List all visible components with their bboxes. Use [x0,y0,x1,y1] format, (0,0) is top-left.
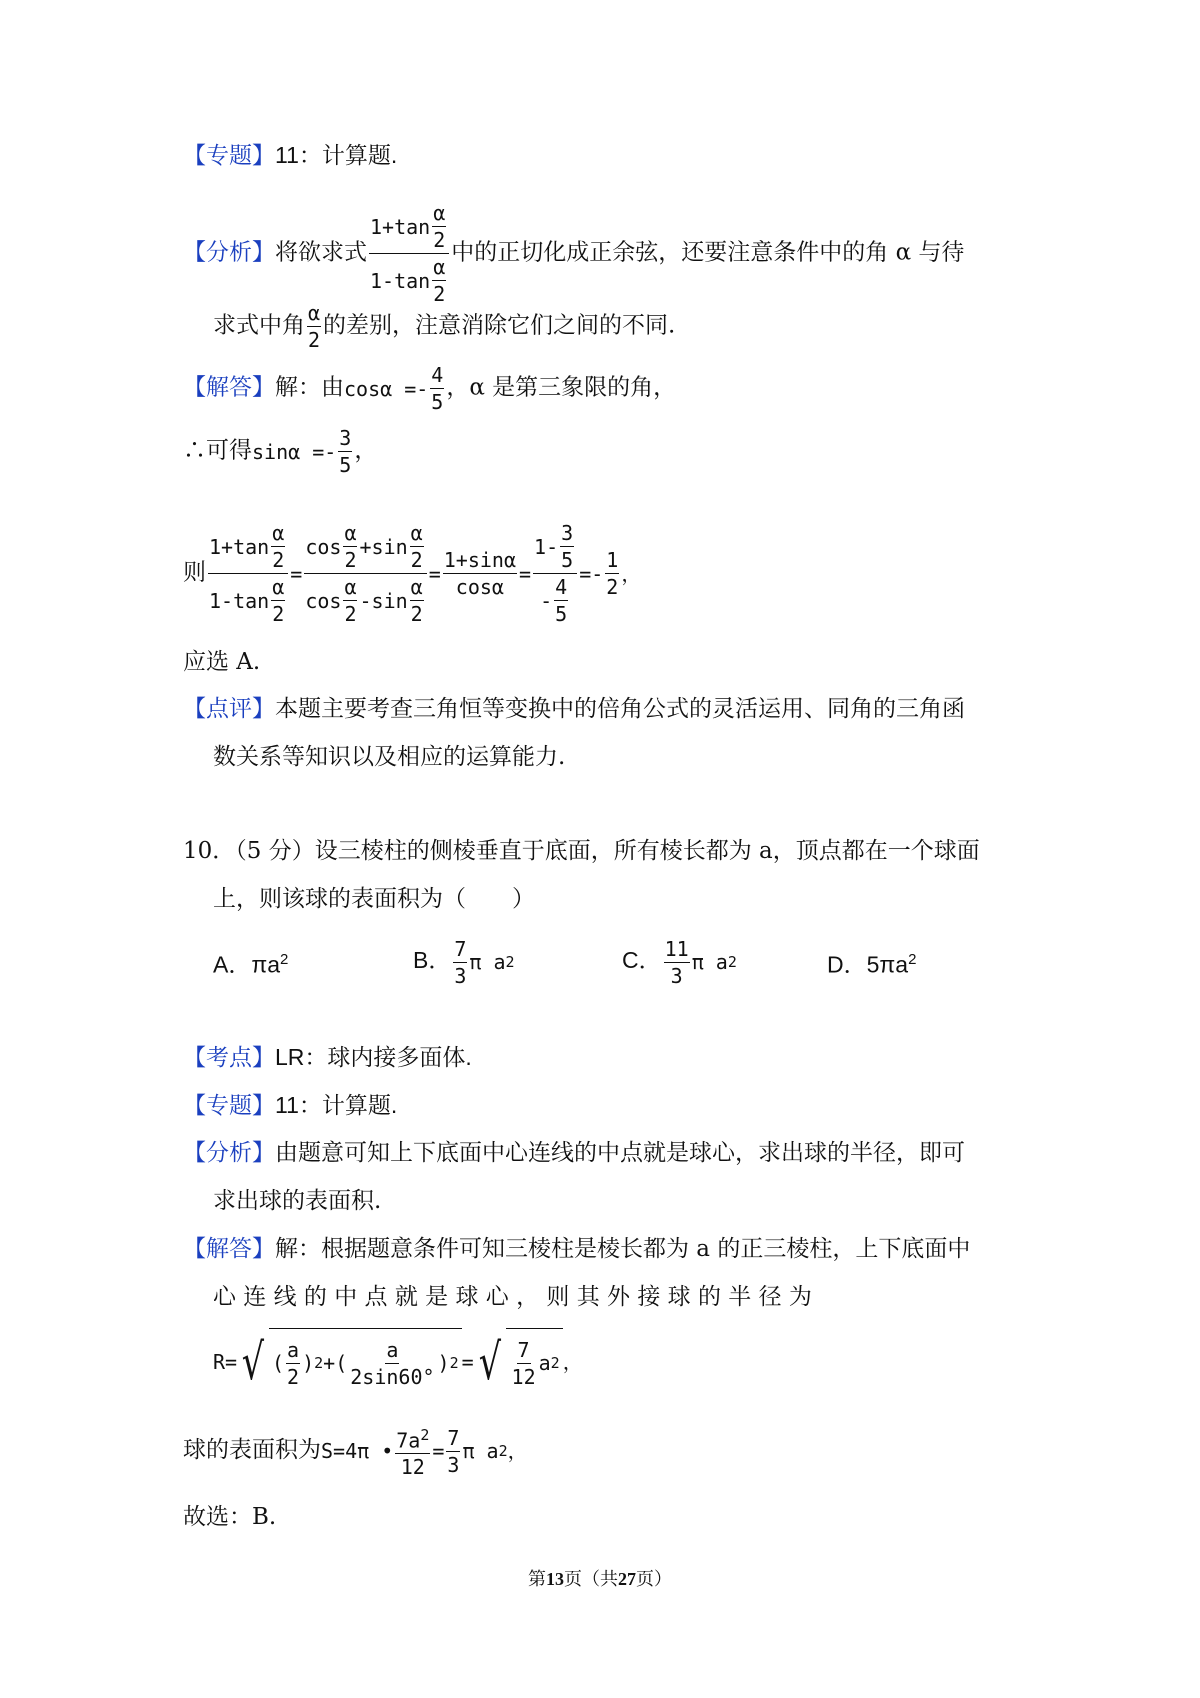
half-alpha: $\frac{\alpha}{2}$ [308,301,321,352]
prev-comment-cont [213,740,1025,774]
radius-equation: R= √ ( $\frac{a}{2}$ ) 2 + ( $\frac{a}{2\sin 60^\circ}$ ) 2 = √ $\frac{7}{12}$ a 2 ， [213,1328,1025,1395]
choice-a[interactable]: A．$\pi a^2$ [213,951,289,978]
comment-tag: 【点评】 [183,696,275,722]
sin-alpha-value: sinα =- $\frac{3}{5}$ [252,426,352,477]
q10-stem-line-1: 10．（5 分）设三棱柱的侧棱垂直于底面，所有棱长都为 a，顶点都在一个球面 [183,838,980,864]
point-text: LR：球内接多面体. [275,1044,472,1070]
surface-text: 球的表面积为 [183,1437,321,1463]
page-number: 13 [546,1569,564,1589]
q10-stem [183,834,1025,868]
topic-tag: 【专题】 [183,1093,275,1119]
solve-tag: 【解答】 [183,374,275,401]
equation-chain: 1+tan $\frac{\alpha}{2}$ 1-tan $\frac{\alpha}{2}$ = cos $\frac{\alpha}{2}$ +sin $\frac{\alpha}{2}$ cos $\frac{\alpha}{2}$ -sin $\frac{\alpha}{2}$ = $\frac{1+\sin\alpha}{\cos\alpha}$ = 1- $\frac{3}{5}$ - $\frac{4}{5}$ = - $\frac{1}{2}$ ， [209,521,642,626]
solve-text-a: 解：由 [275,374,344,401]
prev-therefore: ∴可得 sinα =- $\frac{3}{5}$ ， [183,426,378,477]
q10-solve [183,1232,1025,1266]
analysis-tag: 【分析】 [183,1140,275,1166]
analysis-line-2: 求出球的表面积. [213,1188,382,1214]
answer-text: 应选 A. [183,649,261,675]
q10-stem-line-2: 上，则该球的表面积为（ ） [213,886,535,912]
topic-tag: 【专题】 [183,143,275,169]
point-tag: 【考点】 [183,1045,275,1071]
prev-answer [183,645,1025,679]
comment-line-1: 本题主要考查三角恒等变换中的倍角公式的灵活运用、同角的三角函 [275,696,965,722]
page-footer: 第13页（共27页） [528,1569,672,1590]
q10-solve-cont [213,1280,1025,1314]
analysis-text-d: 的差别，注意消除它们之间的不同. [323,312,676,339]
surface-equation: 球的表面积为 S=4π • $\frac{7a^2}{12}$ = $\frac{7}{3}$ π a 2 ， [183,1420,1025,1481]
choice-c[interactable]: C． $\frac{11}{3}$ π a 2 [622,936,737,988]
q10-point [183,1040,1025,1075]
page-total: 27 [618,1569,636,1589]
prev-analysis-cont [213,300,1025,353]
prev-then-equation [183,520,1025,627]
topic-text: 11：计算题. [275,142,398,168]
prev-solve [183,362,1025,415]
q10-stem-cont [213,882,1025,916]
analysis-line-1: 由题意可知上下底面中心连线的中点就是球心，求出球的半径，即可 [275,1140,965,1166]
choice-d[interactable]: D．$5\pi a^2$ [827,951,917,978]
solve-line-2: 心 连 线 的 中 点 就 是 球 心 ， 则 其 外 接 球 的 半 径 为 [213,1284,812,1310]
q10-analysis-cont [213,1184,1025,1218]
analysis-tag: 【分析】 [183,239,275,266]
choice-b[interactable]: B． $\frac{7}{3}$ π a 2 [413,936,515,988]
then-text: 则 [183,559,206,586]
therefore-text: ∴可得 [183,437,252,464]
analysis-text-a: 将欲求式 [275,239,367,266]
solve-tag: 【解答】 [183,1236,275,1262]
comment-line-2: 数关系等知识以及相应的运算能力. [213,744,566,770]
q10-analysis [183,1136,1025,1170]
prev-comment [183,692,1025,726]
q10-answer [183,1500,1025,1534]
tan-half-ratio: 1+tan $\frac{\alpha}{2}$ 1-tan $\frac{\alpha}{2}$ [369,200,449,307]
topic-text: 11：计算题. [275,1092,398,1118]
cos-alpha-value: cosα =- $\frac{4}{5}$ [344,363,444,414]
prev-topic [183,138,1025,173]
analysis-text-c: 求式中角 [213,312,305,339]
solve-text-b: ，α 是第三象限的角， [446,374,677,401]
analysis-text-b: 中的正切化成正余弦，还要注意条件中的角 α 与待 [451,239,965,266]
solve-line-1: 解：根据题意条件可知三棱柱是棱长都为 a 的正三棱柱，上下底面中 [275,1236,971,1262]
answer-text: 故选：B. [183,1504,277,1530]
q10-topic [183,1088,1025,1123]
prev-analysis [183,200,1025,307]
